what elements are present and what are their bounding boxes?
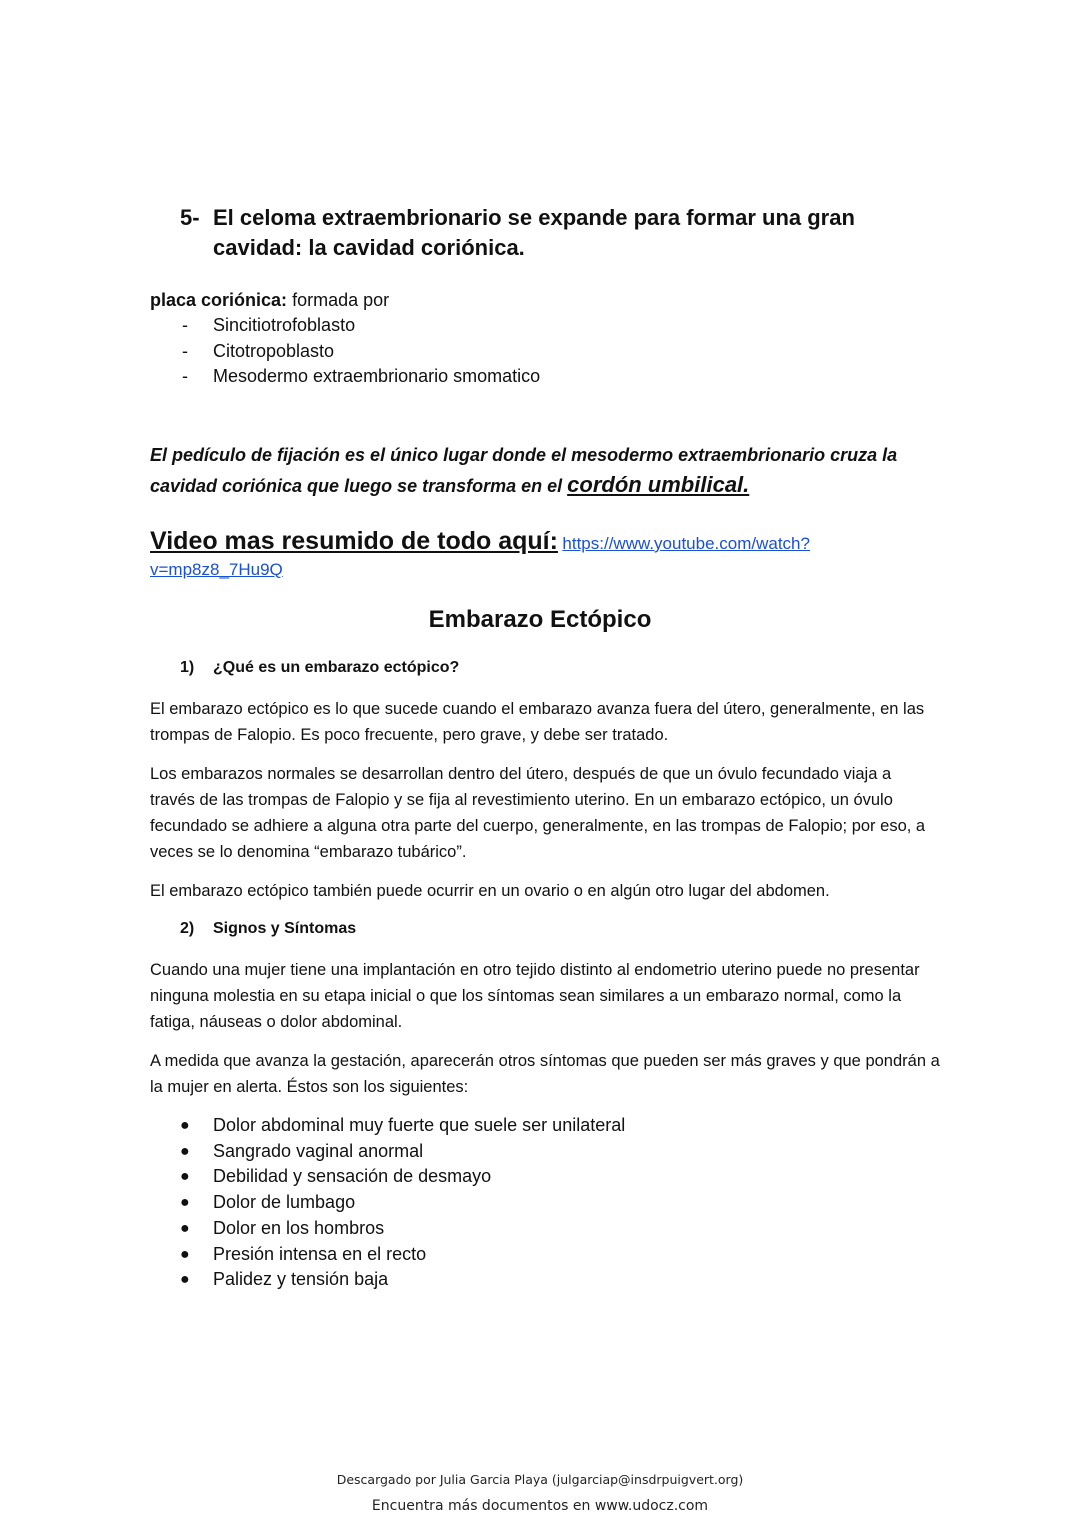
pediculo-paragraph: El pedículo de fijación es el único lugar donde el mesodermo extraembrionario cruza la cavidad coriónica que luego se transforma en el cordón umbilical. [150,445,898,497]
list-item: ● Debilidad y sensación de desmayo [150,1164,625,1190]
video-line [150,526,930,560]
download-footer: Descargado por Julia Garcia Playa (julgarciap@insdrpuigvert.org) [336,1472,744,1487]
paragraph: El embarazo ectópico es lo que sucede cuando el embarazo avanza fuera del útero, generalmente, en las trompas de Falopio. Es poco frecuente, pero grave, y debe ser tratado. [150,700,925,744]
paragraph: Los embarazos normales se desarrollan dentro del útero, después de que un óvulo fecundado viaja a través de las trompas de Falopio y se fija al revestimiento uterino. En un embarazo ectópico, un óvulo fecundado se adhiere a alguna otra parte del cuerpo, generalmente, en las trompas de Falopio; por eso, a veces se lo denomina “embarazo tubárico”. [150,765,926,861]
video-label: Video mas resumido de todo aquí: [150,527,558,555]
bullet-icon: ● [180,1271,190,1289]
list-item: ● Dolor en los hombros [150,1216,625,1242]
bullet-icon: ● [180,1117,190,1134]
list-item: - Sincitiotrofoblasto [150,313,540,339]
list-item: - Mesodermo extraembrionario smomatico [150,364,540,390]
dash-marker: - [182,340,188,361]
list-item: ● Dolor de lumbago [150,1190,625,1216]
paragraph: A medida que avanza la gestación, aparecerán otros síntomas que pueden ser más graves y que pondrán a la mujer en alerta. Éstos son los siguientes: [150,1052,940,1096]
bullet-icon: ● [180,1194,190,1212]
youtube-link-continued[interactable]: v=mp8z8_7Hu9Q [150,560,283,579]
paragraph: Cuando una mujer tiene una implantación en otro tejido distinto al endometrio uterino puede no presentar ninguna molestia en su etapa inicial o que los síntomas sean similares a un embarazo normal, como la fatiga, náuseas o dolor abdominal. [150,961,920,1031]
placa-corionica-intro [150,288,389,312]
section-heading: El celoma extraembrionario se expande para formar una gran cavidad: la cavidad coriónica. [213,205,855,260]
source-footer: Encuentra más documentos en www.udocz.com [371,1498,709,1514]
youtube-link[interactable]: https://www.youtube.com/watch? [562,534,810,553]
placa-components-list [150,313,540,390]
list-item: ● Palidez y tensión baja [150,1267,625,1293]
placa-term: placa coriónica: [150,290,288,310]
placa-rest: formada por [287,290,390,310]
bullet-icon: ● [180,1219,190,1237]
bullet-icon: ● [180,1168,190,1186]
paragraph: El embarazo ectópico también puede ocurrir en un ovario o en algún otro lugar del abdomen. [150,882,830,900]
symptoms-list [150,1113,625,1293]
section-number: 5- [180,205,200,230]
list-item: ● Sangrado vaginal anormal [150,1139,625,1165]
list-item: ● Presión intensa en el recto [150,1242,625,1268]
bullet-icon: ● [180,1245,190,1263]
list-item: - Citotropoblasto [150,339,540,365]
list-item: ● Dolor abdominal muy fuerte que suele ser unilateral [150,1113,625,1139]
cordon-umbilical-emphasis: cordón umbilical. [567,472,750,497]
page-title: Embarazo Ectópico [428,606,652,633]
dash-marker: - [182,315,188,335]
dash-marker: - [182,366,188,387]
bullet-icon: ● [180,1142,190,1160]
